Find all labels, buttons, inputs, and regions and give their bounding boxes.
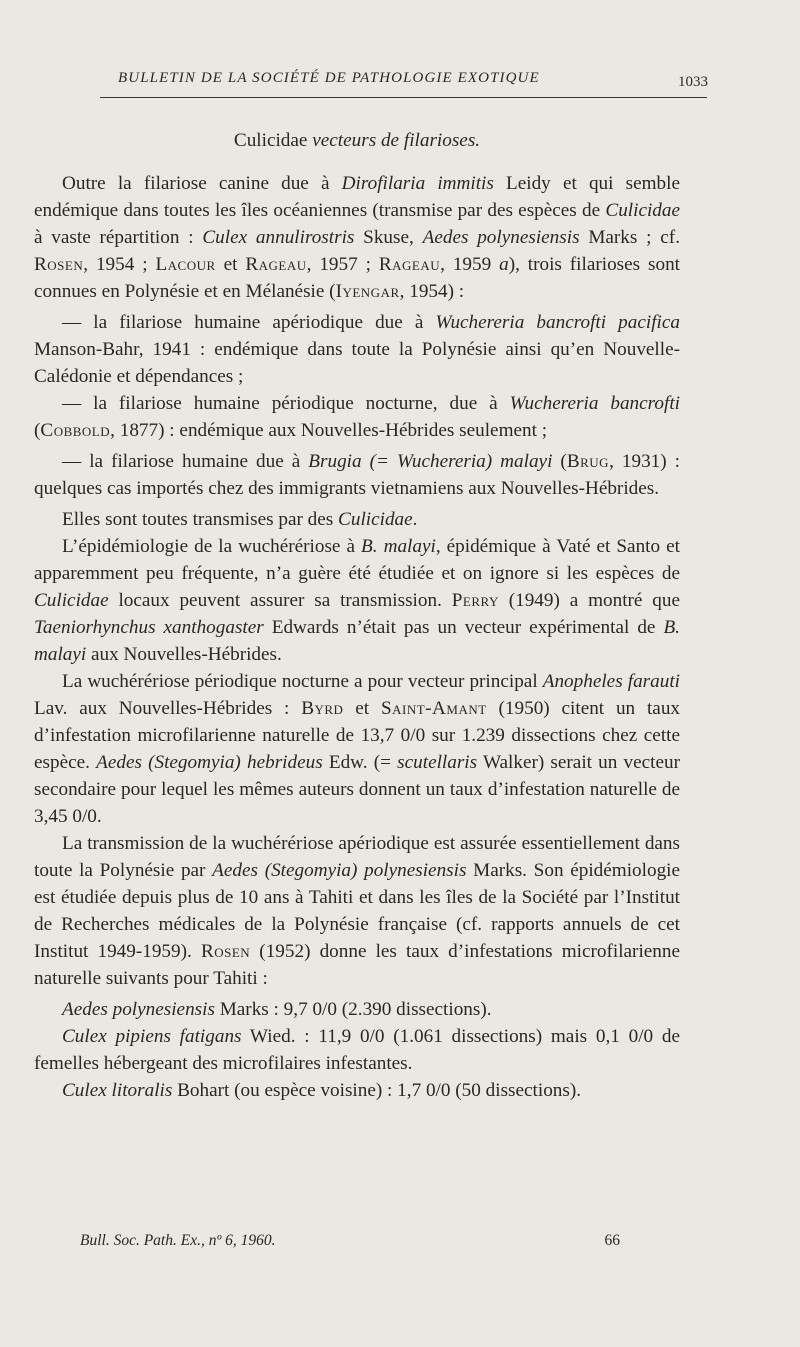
rate-aedes: Aedes polynesiensis Marks : 9,7 0/0 (2.390 dissections).: [62, 999, 492, 1020]
rate-culex-litoralis: Culex litoralis Bohart (ou espèce voisine) : 1,7 0/0 (50 dissections).: [62, 1080, 582, 1101]
paragraph-nocturnal: La wuchérériose périodique nocturne a pour vecteur principal Anopheles farauti Lav. aux Nouvelles-Hébrides : Byrd et Saint-Amant (1950) citent un taux d’infestation microfilarienne naturelle de 13,7 0/0 sur 1.239 dissections chez cette espèce. Aedes (Stegomyia) hebrideus Edw. (= scutellaris Walker) serait un vecteur secondaire pour lequel les mêmes auteurs donnent un taux d’infestation naturelle de 3,45 0/0.: [34, 671, 681, 827]
running-header: [100, 70, 708, 98]
paragraph-item-1: — la filariose humaine apériodique due à Wuchereria bancrofti pacifica Manson-Bahr, 1941 : endémique dans toute la Polynésie ainsi qu’en Nouvelle-Calédonie et dépendances ;: [34, 312, 680, 387]
header-rule: [100, 97, 707, 98]
article-body: [34, 127, 680, 1104]
paragraph-item-2: — la filariose humaine périodique nocturne, due à Wuchereria bancrofti (Cobbold, 1877) : endémique aux Nouvelles-Hébrides seulement ;: [34, 393, 681, 441]
paragraph-intro: Outre la filariose canine due à Dirofilaria immitis Leidy et qui semble endémique dans toutes les îles océaniennes (transmise par des espèces de Culicidae à vaste répartition : Culex annulirostris Skuse, Aedes polynesiensis Marks ; cf. Rosen, 1954 ; Lacour et Rageau, 1957 ; Rageau, 1959 a), trois filarioses sont connues en Polynésie et en Mélanésie (Iyengar, 1954) :: [34, 173, 680, 302]
rate-culex-pipiens: Culex pipiens fatigans Wied. : 11,9 0/0 (1.061 dissections) mais 0,1 0/0 de femelles hébergeant des microfilaires infestantes.: [34, 1026, 680, 1074]
journal-citation: Bull. Soc. Path. Ex., nº 6, 1960.: [80, 1232, 276, 1249]
page-footer: [80, 1232, 620, 1250]
signature-folio: 66: [604, 1232, 620, 1249]
paragraph-item-3: — la filariose humaine due à Brugia (= Wuchereria) malayi (Brug, 1931) : quelques cas importés chez des immigrants vietnamiens aux Nouvelles-Hébrides.: [34, 451, 680, 499]
paragraph-transmission: Elles sont toutes transmises par des Culicidae.: [62, 509, 418, 530]
paragraph-aperiodic: La transmission de la wuchérériose apériodique est assurée essentiellement dans toute la Polynésie par Aedes (Stegomyia) polynesiensis Marks. Son épidémiologie est étudiée depuis plus de 10 ans à Tahiti et dans les îles de la Société par l’Institut de Recherches médicales de la Polynésie française (cf. rapports annuels de cet Institut 1949-1959). Rosen (1952) donne les taux d’infestations microfilarienne naturelle suivants pour Tahiti :: [34, 833, 681, 989]
paragraph-malayi: L’épidémiologie de la wuchérériose à B. malayi, épidémique à Vaté et Santo et apparemment peu fréquente, n’a guère été étudiée et on ignore si les espèces de Culicidae locaux peuvent assurer sa transmission. Perry (1949) a montré que Taeniorhynchus xanthogaster Edwards n’était pas un vecteur expérimental de B. malayi aux Nouvelles-Hébrides.: [34, 536, 680, 665]
section-title: Culicidae vecteurs de filarioses.: [233, 130, 481, 151]
running-title: BULLETIN DE LA SOCIÉTÉ DE PATHOLOGIE EXOTIQUE: [118, 70, 540, 86]
page-number: 1033: [678, 74, 708, 90]
